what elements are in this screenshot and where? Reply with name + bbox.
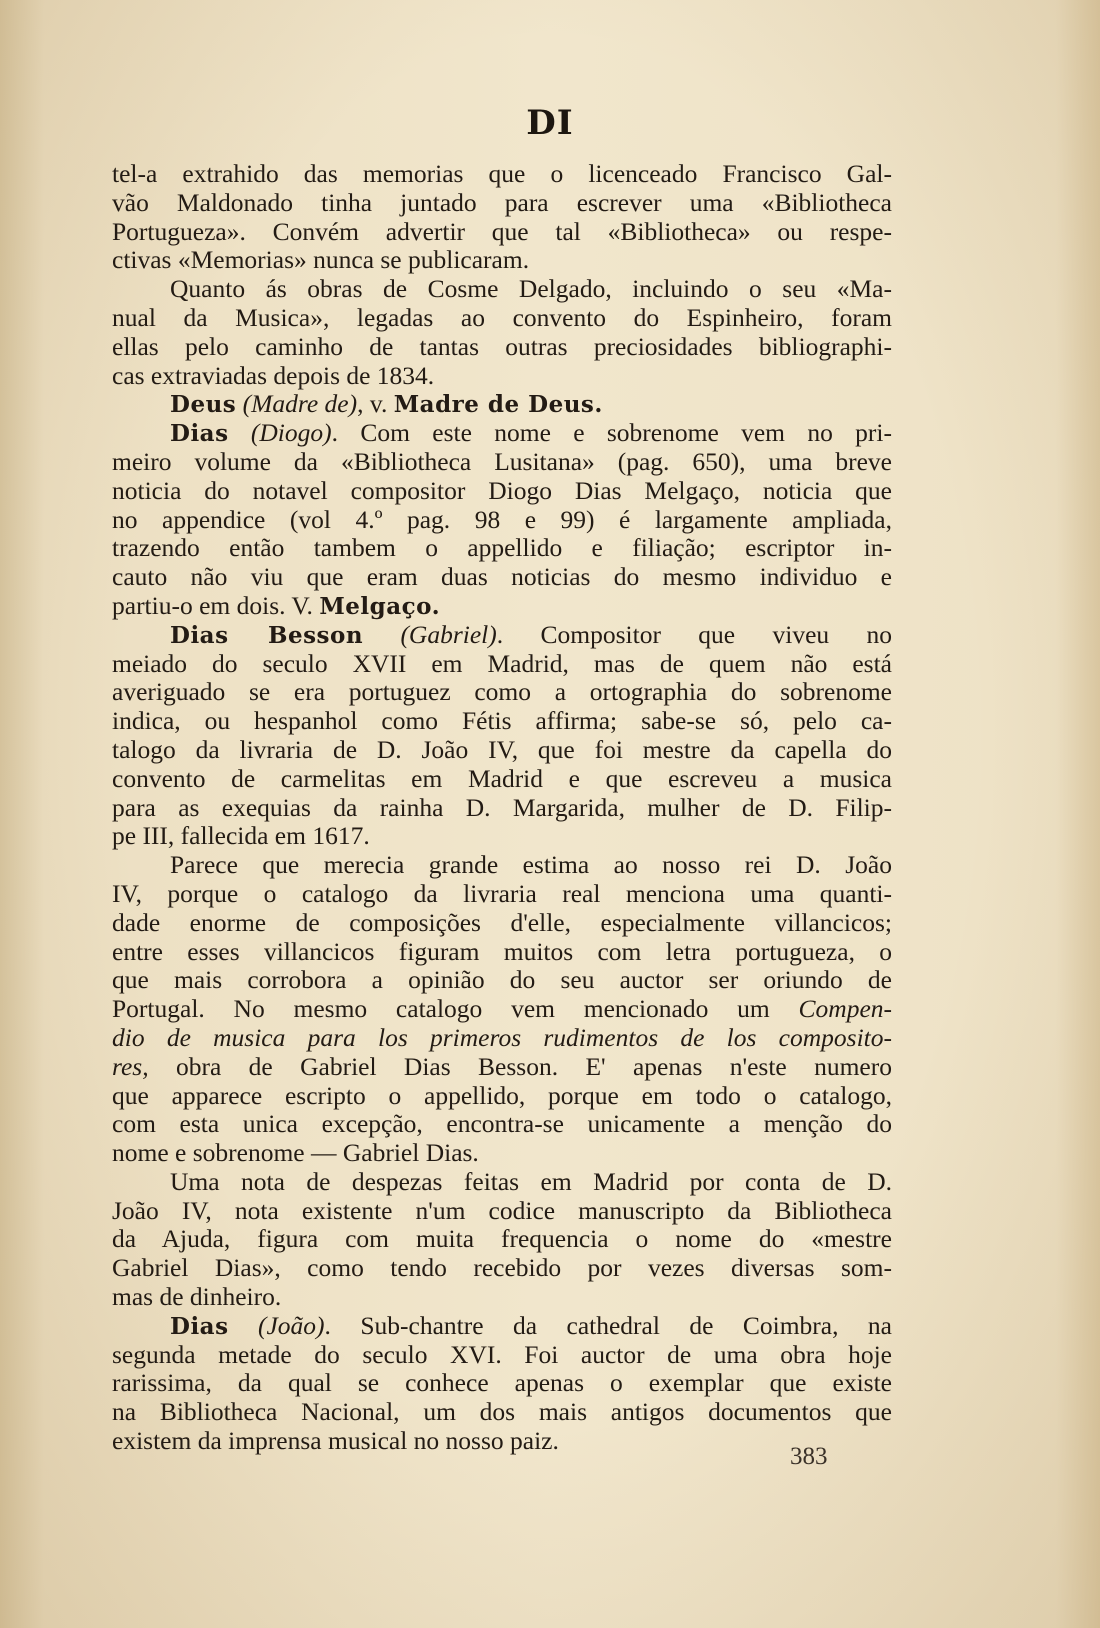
entry-dias-diogo: Dias (Diogo). Com este nome e sobrenome vem no pri- bbox=[170, 418, 892, 448]
text-line: convento de carmelitas em Madrid e que escreveu a musica bbox=[112, 763, 892, 793]
text-line: vão Maldonado tinha juntado para escrever uma «Bibliotheca bbox=[112, 187, 892, 217]
text-line: trazendo então tambem o appellido e filiação; escriptor in- bbox=[112, 533, 892, 563]
text-line: Portugal. No mesmo catalogo vem mencionado um Compen- bbox=[112, 994, 892, 1024]
text-line: noticia do notavel compositor Diogo Dias Melgaço, noticia que bbox=[112, 475, 892, 505]
running-header: DI bbox=[526, 103, 574, 143]
text-line: res, obra de Gabriel Dias Besson. E' apenas n'este numero bbox=[112, 1051, 892, 1081]
text-line: João IV, nota existente n'um codice manuscripto da Bibliotheca bbox=[112, 1195, 892, 1225]
paragraph-start: Parece que merecia grande estima ao nosso rei D. João bbox=[170, 850, 892, 880]
text-line: ellas pelo caminho de tantas outras preciosidades bibliographi- bbox=[112, 331, 892, 361]
text-line: ctivas «Memorias» nunca se publicaram. bbox=[112, 245, 530, 275]
book-title: Compen- bbox=[798, 994, 892, 1024]
text-line: nual da Musica», legadas ao convento do Espinheiro, foram bbox=[112, 302, 892, 332]
text-line: segunda metade do seculo XVI. Foi auctor de uma obra hoje bbox=[112, 1339, 892, 1369]
entry-headword: Dias bbox=[170, 420, 229, 448]
text-line: cauto não viu que eram duas noticias do mesmo individuo e bbox=[112, 562, 892, 592]
cross-reference: Melgaço. bbox=[319, 592, 441, 620]
text-line: nome e sobrenome — Gabriel Dias. bbox=[112, 1138, 479, 1168]
paragraph-start: Uma nota de despezas feitas em Madrid por conta de D. bbox=[170, 1166, 892, 1196]
entry-dias-joao: Dias (João). Sub-chantre da cathedral de Coimbra, na bbox=[170, 1310, 892, 1340]
entry-deus: Deus (Madre de), v. Madre de Deus. bbox=[170, 389, 603, 419]
entry-headword: Dias Besson bbox=[170, 621, 364, 649]
paragraph-start: Quanto ás obras de Cosme Delgado, incluindo o seu «Ma- bbox=[170, 274, 892, 304]
book-title: dio de musica para los primeros rudimentos de los composito- bbox=[112, 1022, 892, 1052]
text-line: com esta unica excepção, encontra-se unicamente a menção do bbox=[112, 1109, 892, 1139]
entry-headword: Deus bbox=[170, 391, 237, 419]
text-line: pe III, fallecida em 1617. bbox=[112, 821, 370, 851]
text-line: existem da imprensa musical no nosso paiz. bbox=[112, 1426, 559, 1456]
page-body bbox=[112, 160, 892, 1456]
cross-reference: Madre de Deus. bbox=[393, 391, 603, 419]
text-line: IV, porque o catalogo da livraria real menciona uma quanti- bbox=[112, 878, 892, 908]
text-line: mas de dinheiro. bbox=[112, 1282, 282, 1312]
text-line: que apparece escripto o appellido, porque em todo o catalogo, bbox=[112, 1080, 892, 1110]
text-line: cas extraviadas depois de 1834. bbox=[112, 360, 435, 390]
text-line: rarissima, da qual se conhece apenas o exemplar que existe bbox=[112, 1368, 892, 1398]
entry-headword: Dias bbox=[170, 1312, 229, 1340]
text-line: meiro volume da «Bibliotheca Lusitana» (pag. 650), uma breve bbox=[112, 446, 892, 476]
text-line: meiado do seculo XVII em Madrid, mas de quem não está bbox=[112, 648, 892, 678]
text-line: talogo da livraria de D. João IV, que foi mestre da capella do bbox=[112, 734, 892, 764]
text-line: da Ajuda, figura com muita frequencia o nome do «mestre bbox=[112, 1224, 892, 1254]
text-line: que mais corrobora a opinião do seu auctor ser oriundo de bbox=[112, 965, 892, 995]
text-line: dade enorme de composições d'elle, especialmente villancicos; bbox=[112, 907, 892, 937]
text-line: no appendice (vol 4.º pag. 98 e 99) é largamente ampliada, bbox=[112, 504, 892, 534]
text-line: tel-a extrahido das memorias que o licenceado Francisco Gal- bbox=[112, 159, 892, 188]
page-number: 383 bbox=[790, 1443, 828, 1470]
text-line: Portugueza». Convém advertir que tal «Bibliotheca» ou respe- bbox=[112, 216, 892, 246]
entry-dias-besson: Dias Besson (Gabriel). Compositor que viveu no bbox=[170, 619, 893, 649]
text-line: Gabriel Dias», como tendo recebido por vezes diversas som- bbox=[112, 1253, 892, 1283]
text-line: partiu-o em dois. V. Melgaço. bbox=[112, 590, 441, 620]
text-line: entre esses villancicos figuram muitos com letra portugueza, o bbox=[112, 936, 892, 966]
book-title: res, bbox=[112, 1051, 149, 1081]
text-line: na Bibliotheca Nacional, um dos mais antigos documentos que bbox=[112, 1397, 892, 1427]
text-line: indica, ou hespanhol como Fétis affirma; sabe-se só, pelo ca- bbox=[112, 706, 892, 736]
text-line: para as exequias da rainha D. Margarida, mulher de D. Filip- bbox=[112, 792, 892, 822]
text-line: averiguado se era portuguez como a ortographia do sobrenome bbox=[112, 677, 892, 707]
